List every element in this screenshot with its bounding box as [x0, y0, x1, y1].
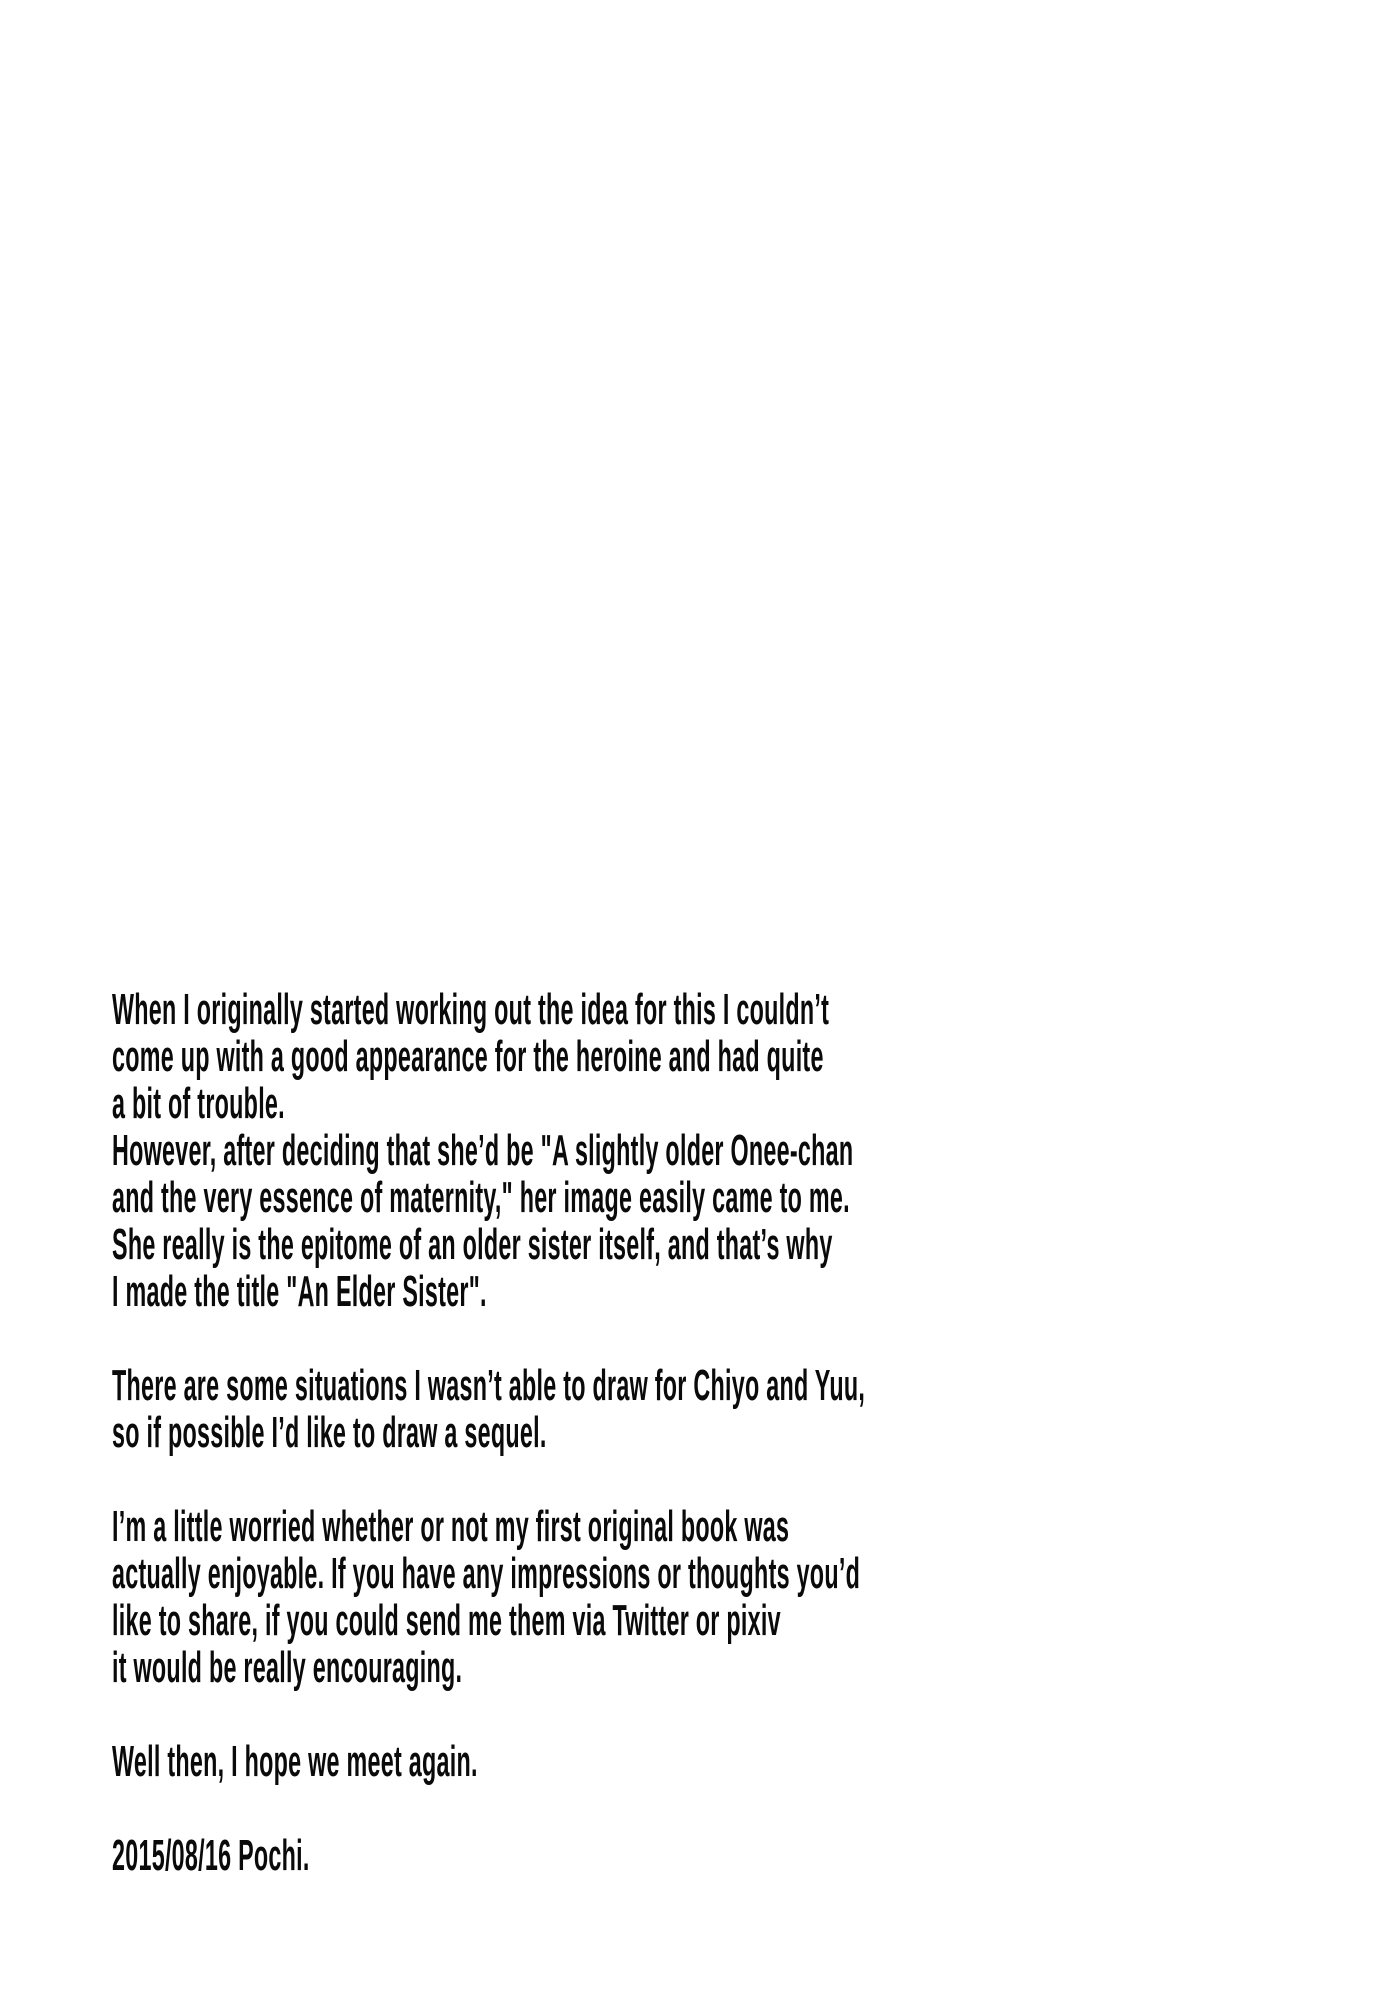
text-line: Well then, I hope we meet again.: [112, 1737, 478, 1786]
text-line: actually enjoyable. If you have any impressions or thoughts you’d: [112, 1549, 861, 1598]
text-line: and the very essence of maternity," her image easily came to me.: [112, 1173, 850, 1222]
afterword-text: [112, 986, 1393, 1879]
text-line: I’m a little worried whether or not my first original book was: [112, 1502, 790, 1551]
signature-line: 2015/08/16 Pochi.: [112, 1831, 310, 1880]
paragraph-sequel-hopes: [112, 1362, 1393, 1456]
paragraph-feedback-request: [112, 1503, 1393, 1691]
paragraph-farewell: [112, 1738, 1393, 1785]
text-line: When I originally started working out the idea for this I couldn’t: [112, 985, 830, 1034]
text-line: I made the title "An Elder Sister".: [112, 1267, 487, 1316]
text-line: a bit of trouble.: [112, 1079, 285, 1128]
paragraph-idea-development: [112, 986, 1393, 1315]
text-line: it would be really encouraging.: [112, 1643, 463, 1692]
text-line: come up with a good appearance for the heroine and had quite: [112, 1032, 824, 1081]
paragraph-date-signature: [112, 1832, 1393, 1879]
text-line: However, after deciding that she’d be "A slightly older Onee-chan: [112, 1126, 854, 1175]
text-line: so if possible I’d like to draw a sequel.: [112, 1408, 547, 1457]
text-line: There are some situations I wasn’t able to draw for Chiyo and Yuu,: [112, 1361, 866, 1410]
text-line: like to share, if you could send me them via Twitter or pixiv: [112, 1596, 781, 1645]
text-line: She really is the epitome of an older sister itself, and that’s why: [112, 1220, 833, 1269]
